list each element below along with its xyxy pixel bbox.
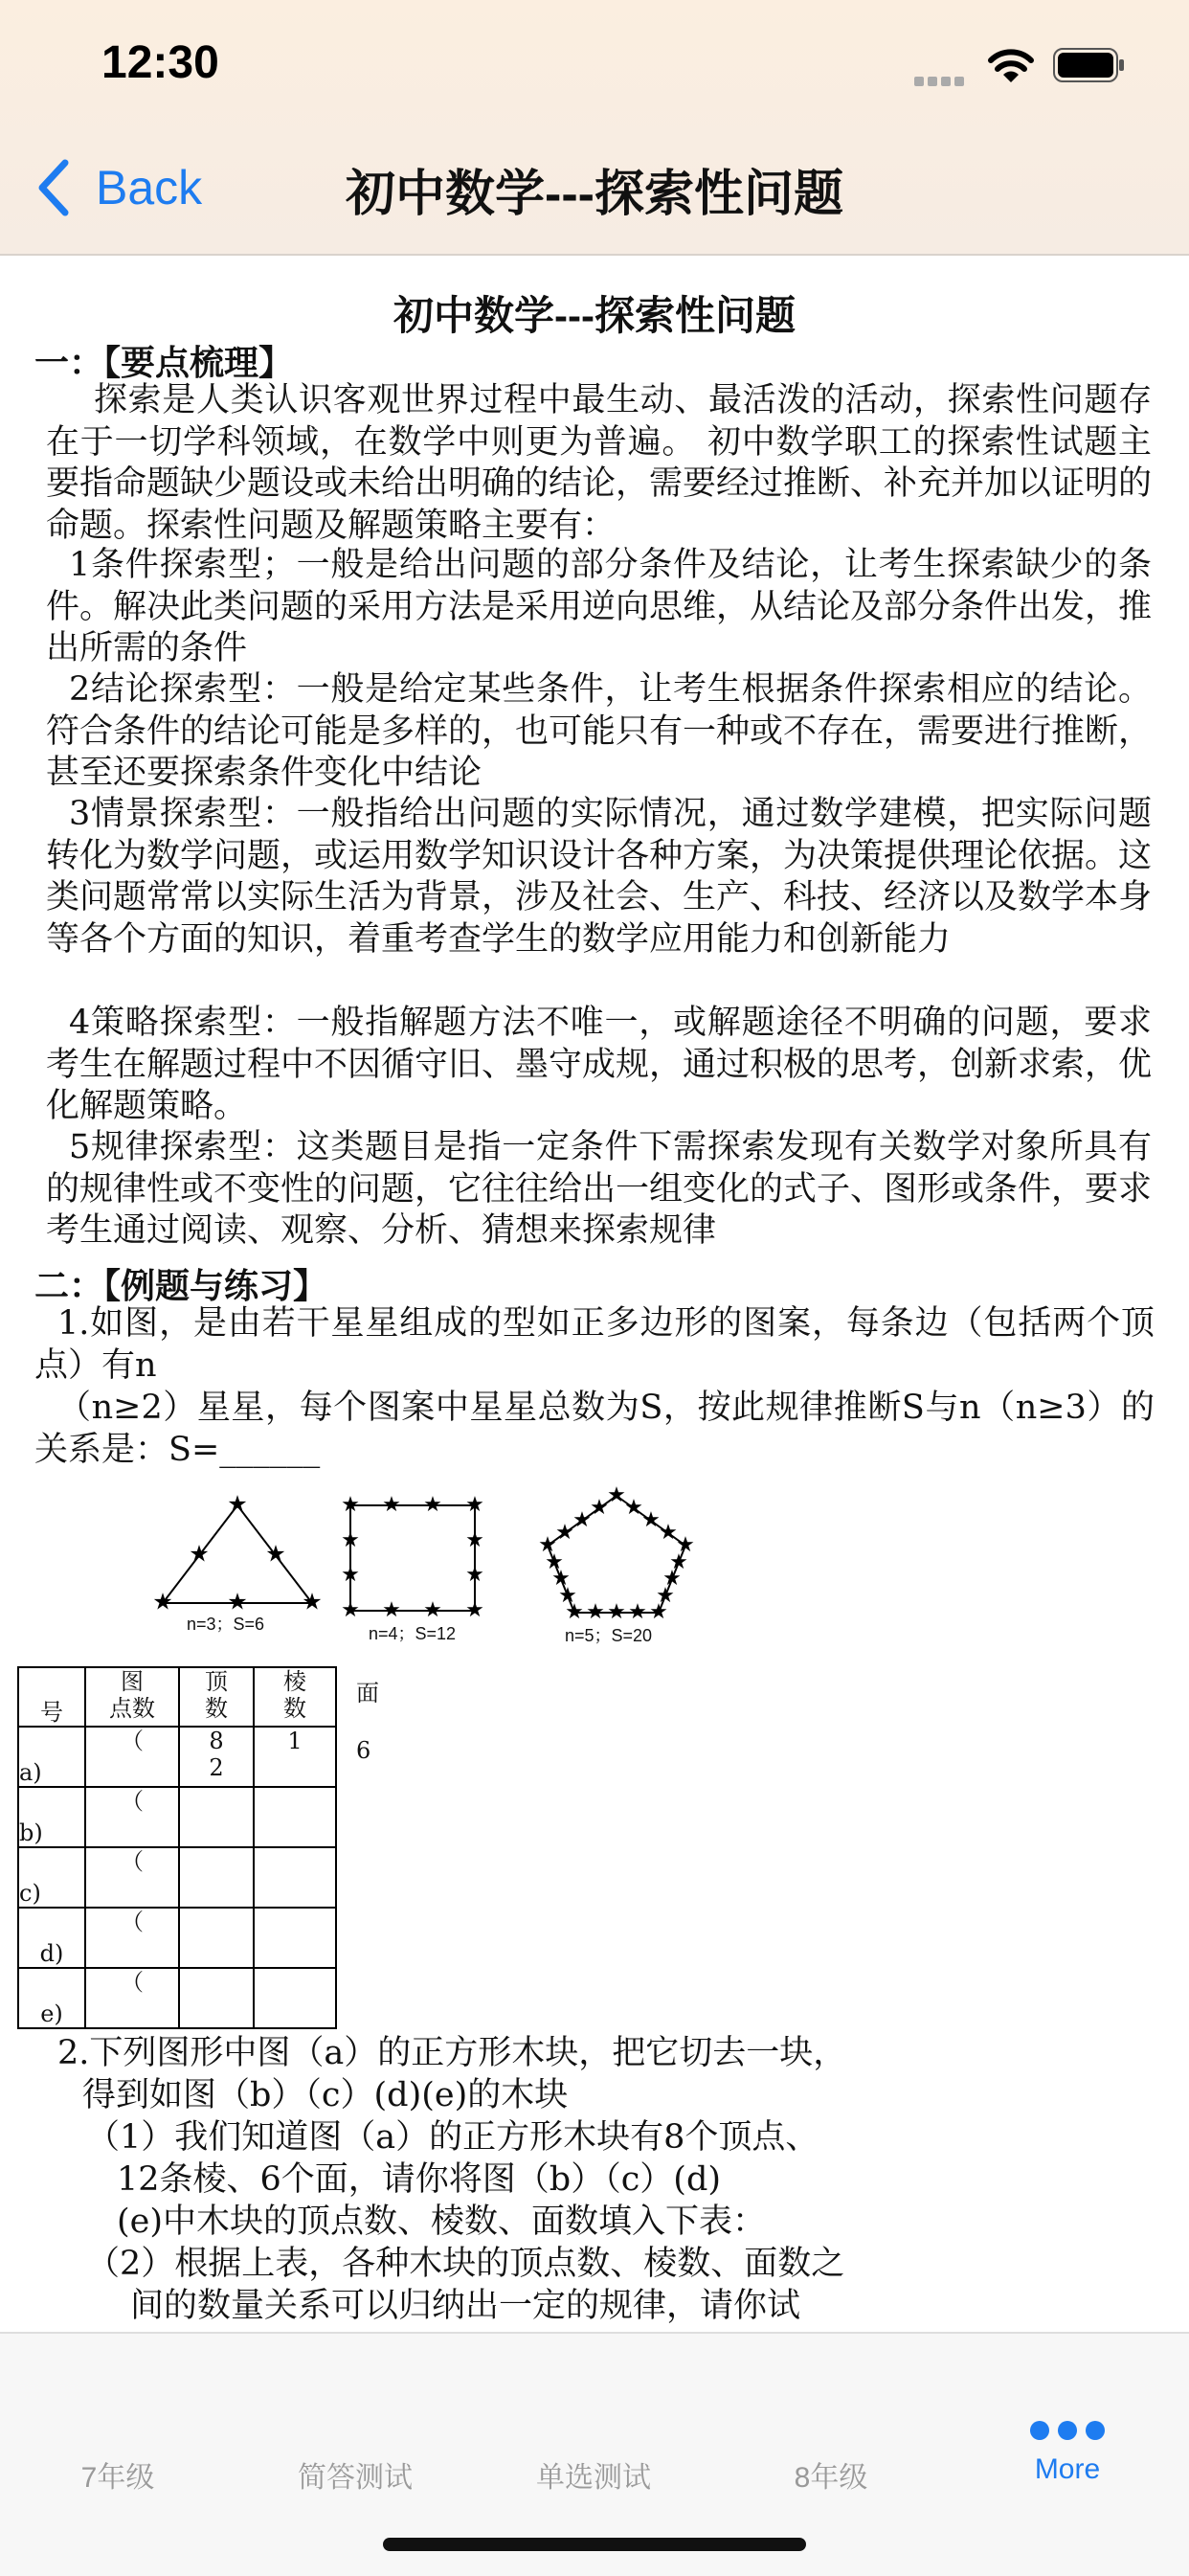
tab-short-answer-test[interactable]: [259, 2391, 451, 2506]
header-edges: 棱 数: [254, 1667, 336, 1727]
svg-text:★: ★: [341, 1563, 360, 1587]
svg-text:★: ★: [227, 1490, 248, 1518]
paragraph-strategy-type: 4策略探索型：一般指解题方法不唯一，或解题途径不明确的问题，要求考生在解题过程中不因循守旧、墨守成规，通过积极的思考，创新求索，优化解题策略。: [46, 1004, 1153, 1125]
table-cell: [254, 1968, 336, 2028]
svg-text:★: ★: [465, 1528, 484, 1552]
svg-text:★: ★: [152, 1588, 173, 1616]
table-row: [18, 1847, 336, 1908]
page-title: 初中数学---探索性问题: [346, 167, 843, 222]
svg-text:★: ★: [341, 1493, 360, 1517]
signal-icon: [914, 72, 970, 83]
table-row: [18, 1908, 336, 1968]
back-label: Back: [96, 161, 203, 215]
table-cell: [179, 1968, 254, 2028]
status-time: 12:30: [101, 37, 219, 88]
battery-icon: [1053, 48, 1126, 82]
table-row: [18, 1968, 336, 2028]
section-heading-examples: 二：【例题与练习】: [34, 1266, 328, 1305]
question-2-line-6: （2）根据上表，各种木块的顶点数、棱数、面数之: [86, 2245, 845, 2283]
table-cell: [179, 1908, 254, 1968]
svg-text:★: ★: [662, 1567, 682, 1591]
tab-single-choice-label: 单选测试: [536, 2462, 651, 2494]
header-vertices: 顶 数: [179, 1667, 254, 1727]
question-1-line-2: （n≥2）星星，每个图案中星星总数为S，按此规律推断S与n（n≥3）的关系是：S=______: [34, 1389, 1155, 1469]
tab-grade-8-label: 8年级: [794, 2462, 868, 2494]
svg-text:★: ★: [227, 1588, 248, 1616]
question-2-line-3: （1）我们知道图（a）的正方形木块有8个顶点、: [86, 2118, 819, 2157]
table-cell: （: [85, 1727, 179, 1787]
svg-text:★: ★: [538, 1533, 557, 1557]
question-1-line-1: 1.如图，是由若干星星组成的型如正多边形的图案，每条边（包括两个顶点）有n: [34, 1304, 1155, 1385]
tab-grade-7-label: 7年级: [80, 2462, 155, 2494]
svg-text:★: ★: [590, 1496, 609, 1520]
svg-text:★: ★: [624, 1496, 643, 1520]
tab-more-label: More: [1034, 2453, 1101, 2485]
svg-text:★: ★: [382, 1493, 401, 1517]
svg-text:★: ★: [341, 1528, 360, 1552]
navigation-bar: [0, 0, 1189, 256]
paragraph-pattern-type: 5规律探索型：这类题目是指一定条件下需探索发现有关数学对象所具有的规律性或不变性的问题，它往往给出一组变化的式子、图形或条件，要求考生通过阅读、观察、分析、猜想来探索规律: [46, 1128, 1153, 1250]
table-cell: [179, 1847, 254, 1908]
svg-text:★: ★: [302, 1588, 323, 1616]
svg-text:★: ★: [607, 1600, 626, 1624]
intro-paragraph: 探索是人类认识客观世界过程中最生动、最活泼的活动，探索性问题存在于一切学科领域，在数学中则更为普遍。 初中数学职工的探索性试题主要指命题缺少题设或未给出明确的结论，需要经过推断、补充并加以证明的命题。探索性问题及解题策略主要有：: [46, 381, 1153, 545]
question-2-line-7: 间的数量关系可以归纳出一定的规律，请你试: [130, 2287, 801, 2325]
svg-text:★: ★: [465, 1493, 484, 1517]
svg-text:★: ★: [265, 1540, 286, 1568]
wood-block-table: [17, 1666, 337, 2029]
header-points: 图 点数: [85, 1667, 179, 1727]
tab-short-answer-label: 简答测试: [298, 2462, 413, 2494]
svg-text:★: ★: [649, 1600, 668, 1624]
wifi-icon: [986, 46, 1036, 84]
svg-text:★: ★: [572, 1508, 592, 1532]
svg-text:★: ★: [565, 1600, 584, 1624]
table-cell: [254, 1908, 336, 1968]
svg-text:★: ★: [382, 1598, 401, 1622]
paragraph-scenario-type: 3情景探索型：一般指给出问题的实际情况，通过数学建模，把实际问题转化为数学问题，或运用数学知识设计各种方案，为决策提供理论依据。这类问题常常以实际生活为背景，涉及社会、生产、科技、经济以及数学本身等各个方面的知识，着重考查学生的数学应用能力和创新能力: [46, 795, 1153, 959]
svg-text:★: ★: [641, 1508, 661, 1532]
home-indicator: [383, 2538, 806, 2551]
svg-text:★: ★: [656, 1584, 675, 1608]
table-header-row: [18, 1667, 336, 1727]
section-heading-key-points: 一：【要点梳理】: [34, 343, 294, 382]
question-2-line-4: 12条棱、6个面，请你将图（b）（c）(d): [117, 2160, 722, 2199]
tab-more[interactable]: [972, 2391, 1163, 2506]
tab-grade-7[interactable]: [22, 2391, 213, 2506]
svg-text:★: ★: [423, 1598, 442, 1622]
svg-text:★: ★: [558, 1584, 577, 1608]
svg-text:★: ★: [465, 1598, 484, 1622]
table-cell: （: [85, 1968, 179, 2028]
document-view[interactable]: [0, 256, 1189, 2332]
table-cell: （: [85, 1847, 179, 1908]
svg-text:★: ★: [669, 1550, 688, 1574]
table-cell: 8 2: [179, 1727, 254, 1787]
more-dots-icon: [1029, 2420, 1106, 2441]
table-cell: d): [18, 1908, 85, 1968]
svg-text:★: ★: [676, 1533, 695, 1557]
paragraph-conclusion-type: 2结论探索型：一般是给定某些条件，让考生根据条件探索相应的结论。符合条件的结论可能是多样的，也可能只有一种或不存在，需要进行推断，甚至还要探索条件变化中结论: [46, 670, 1153, 792]
table-cell: （: [85, 1787, 179, 1847]
svg-text:★: ★: [551, 1567, 571, 1591]
svg-text:★: ★: [607, 1486, 626, 1507]
document-title: 初中数学---探索性问题: [393, 293, 796, 338]
star-polygon-figure: [144, 1486, 708, 1644]
table-cell: a): [18, 1727, 85, 1787]
question-2-line-1: 2.下列图形中图（a）的正方形木块，把它切去一块，: [57, 2034, 847, 2072]
table-cell: [254, 1787, 336, 1847]
svg-text:★: ★: [628, 1600, 647, 1624]
table-cell: 1: [254, 1727, 336, 1787]
table-row: [18, 1787, 336, 1847]
table-cell: [254, 1847, 336, 1908]
header-number: 号: [18, 1667, 85, 1727]
table-cell: e): [18, 1968, 85, 2028]
svg-text:★: ★: [465, 1563, 484, 1587]
svg-text:★: ★: [659, 1521, 678, 1545]
tab-grade-8[interactable]: [735, 2391, 927, 2506]
table-cell: b): [18, 1787, 85, 1847]
table-cell: [179, 1787, 254, 1847]
question-2-line-2: 得到如图（b）（c）(d)(e)的木块: [82, 2076, 569, 2114]
figure-label-pentagon: n=5；S=20: [565, 1626, 653, 1645]
tab-single-choice-test[interactable]: [498, 2391, 689, 2506]
svg-text:★: ★: [555, 1521, 574, 1545]
header-faces: 面: [356, 1680, 379, 1706]
faces-value: 6: [356, 1737, 371, 1764]
svg-text:★: ★: [545, 1550, 564, 1574]
paragraph-condition-type: 1条件探索型；一般是给出问题的部分条件及结论，让考生探索缺少的条件。解决此类问题的采用方法是采用逆向思维，从结论及部分条件出发，推出所需的条件: [46, 546, 1153, 667]
figure-label-square: n=4；S=12: [369, 1624, 457, 1643]
table-row: [18, 1727, 336, 1787]
svg-text:★: ★: [341, 1598, 360, 1622]
svg-text:★: ★: [423, 1493, 442, 1517]
figure-label-triangle: n=3；S=6: [187, 1615, 265, 1634]
table-cell: c): [18, 1847, 85, 1908]
question-2-line-5: (e)中木块的顶点数、棱数、面数填入下表：: [117, 2203, 767, 2241]
table-cell: （: [85, 1908, 179, 1968]
svg-text:★: ★: [189, 1540, 210, 1568]
svg-text:★: ★: [586, 1600, 605, 1624]
